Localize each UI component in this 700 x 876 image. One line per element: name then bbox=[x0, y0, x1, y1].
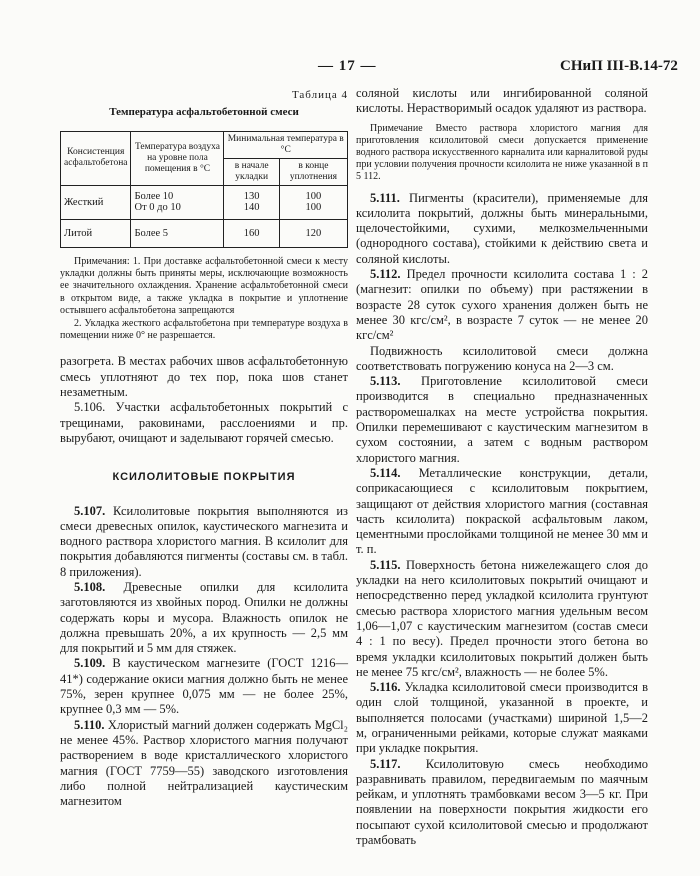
paragraph: разогрета. В местах рабочих швов асфальтобетонную смесь уплотняют до тех пор, пока шов станет незаметным. bbox=[60, 354, 348, 400]
col-end: в конце уплотнения bbox=[279, 158, 347, 185]
note: Примечание Вместо раствора хлористого магния для приготовления ксилолитовой смеси допускается применение водного раствора искусственного карналита или карналитовой руды при условии получения прочности ксилолита не ниже указанной в п 5 112. bbox=[356, 122, 648, 182]
paragraph: 5.116. Укладка ксилолитовой смеси производится в один слой толщиной, указанной в проекте, и выполняется полосами (участками) шириной 1,5—2 м, ограниченными рейками, которые служат маяками при укладке покрытия. bbox=[356, 680, 648, 756]
col-start: в начале укладки bbox=[224, 158, 279, 185]
col-air-temp: Температура воздуха на уровне пола помещения в °С bbox=[131, 131, 224, 185]
paragraph: 5.113. Приготовление ксилолитовой смеси производится в специально предназначенных растворомешалках на месте устройства покрытия. Опилки перемешивают с каустическим магнезитом в сухом состоянии, а затем с водным раствором хлористого магния. bbox=[356, 374, 648, 465]
page-header bbox=[0, 58, 700, 82]
table-caption: Таблица 4 bbox=[291, 89, 348, 101]
paragraph: 5.110. Хлористый магний должен содержать MgCl₂ не менее 45%. Раствор хлористого магния получают растворением в воде кристаллического хлористого магния (ГОСТ 7759—55) заводского изготовления либо полной нейтрализацией каустическим магнезитом bbox=[60, 717, 349, 809]
row-start: 130 140 bbox=[224, 185, 279, 219]
paragraph: 5.115. Поверхность бетона нижележащего слоя до укладки на него ксилолитовых покрытий очищают и непосредственно перед укладкой ксилолита грунтуют смесью раствора хлористого магния удельным весом 1,06—1,07 с каустическим магнезитом (состав смеси 4 : 1 по весу). Предел прочности этого бетона во время укладки ксилолитовых покрытий должен быть не менее 75 кгс/см², влажность — не более 5%. bbox=[356, 557, 648, 679]
paragraph: Подвижность ксилолитовой смеси должна соответствовать погружению конуса на 2—3 см. bbox=[356, 343, 648, 373]
table-note-2: 2. Укладка жесткого асфальтобетона при температуре воздуха в помещении ниже 0° не разрешается. bbox=[60, 317, 348, 342]
table-row bbox=[61, 219, 348, 247]
section-title: КСИЛОЛИТОВЫЕ ПОКРЫТИЯ bbox=[112, 471, 296, 484]
row-temp: Более 5 bbox=[131, 219, 224, 247]
row-temp: Более 10 От 0 до 10 bbox=[131, 185, 224, 219]
row-end: 120 bbox=[279, 219, 347, 247]
paragraph: 5.111. Пигменты (красители), применяемые для ксилолита покрытий, должны быть минеральными, щелочестойкими, сухими, мелкозмельченными (однородного состава), стойкими к действию света и соляной кислоты. bbox=[356, 190, 649, 266]
temperature-table bbox=[60, 131, 348, 248]
page-number: — 17 — bbox=[318, 58, 377, 74]
table-row bbox=[61, 185, 348, 219]
table-title: Температура асфальтобетонной смеси bbox=[109, 106, 299, 119]
col-min-temp: Минимальная температура в °С bbox=[224, 131, 348, 158]
row-name: Жесткий bbox=[61, 185, 131, 219]
document-code: СНиП III-В.14-72 bbox=[560, 58, 678, 74]
table-notes bbox=[60, 256, 348, 343]
paragraph: 5.112. Предел прочности ксилолита состава 1 : 2 (магнезит: опилки по объему) при растяжении в возрасте 28 суток сухого хранения должен быть не менее 30 кгс/см², в возрасте 7 суток — не менее 20 кгс/см² bbox=[356, 267, 649, 343]
paragraph: 5.108. Древесные опилки для ксилолита заготовляются из хвойных пород. Опилки не должны содержать коры и мусора. Влажность опилок не должна превышать 20%, а их крупность — 2,5 мм для покрытий и 5 мм для стяжек. bbox=[60, 580, 349, 656]
row-name: Литой bbox=[61, 219, 131, 247]
paragraph: соляной кислоты или ингибированной соляной кислоты. Нерастворимый осадок удаляют из раствора. bbox=[356, 86, 648, 116]
paragraph: 5.107. Ксилолитовые покрытия выполняются из смеси древесных опилок, каустического магнезита и водного раствора хлористого магния. В ксилолит для покрытия добавляются пигменты (составы см. в табл. 8 приложения). bbox=[60, 503, 348, 579]
row-start: 160 bbox=[224, 219, 279, 247]
paragraph: 5.117. Ксилолитовую смесь необходимо разравнивать правилом, передвигаемым по маячным рейкам, и уплотнять трамбовками весом 3—5 кг. При появлении на поверхности покрытия жидкости его посыпают сухой ксилолитовой смесью и продолжают трамбовать bbox=[356, 756, 649, 848]
paragraph: 5.114. Металлические конструкции, детали, соприкасающиеся с ксилолитовым покрытием, защищают от действия хлористого магния (составная часть ксилолита) покраской асфальтовым лаком, цементными прослойками толщиной не менее 30 мм и т. п. bbox=[356, 465, 648, 557]
left-column bbox=[60, 86, 348, 809]
paragraph: 5.109. В каустическом магнезите (ГОСТ 1216—41*) содержание окиси магния должно быть не менее 75%, зерен крупнее 0,075 мм — не более 25%, крупнее 0,3 мм — 5%. bbox=[60, 656, 349, 717]
paragraph: 5.106. Участки асфальтобетонных покрытий с трещинами, раковинами, расслоениями и пр. вырубают, очищают и заделывают горячей смесью. bbox=[60, 400, 348, 445]
table-note-1: Примечания: 1. При доставке асфальтобетонной смеси к месту укладки должны быть приняты меры, исключающие возможность ее значительного охлаждения. Хранение асфальтобетонной смеси в открытом виде, а также укладка в покрытие и уплотнение остывшего асфальтобетона запрещаются bbox=[60, 255, 348, 317]
col-consistency: Консистенция асфальтобетона bbox=[61, 131, 131, 185]
right-column bbox=[356, 86, 648, 848]
row-end: 100 100 bbox=[279, 185, 347, 219]
